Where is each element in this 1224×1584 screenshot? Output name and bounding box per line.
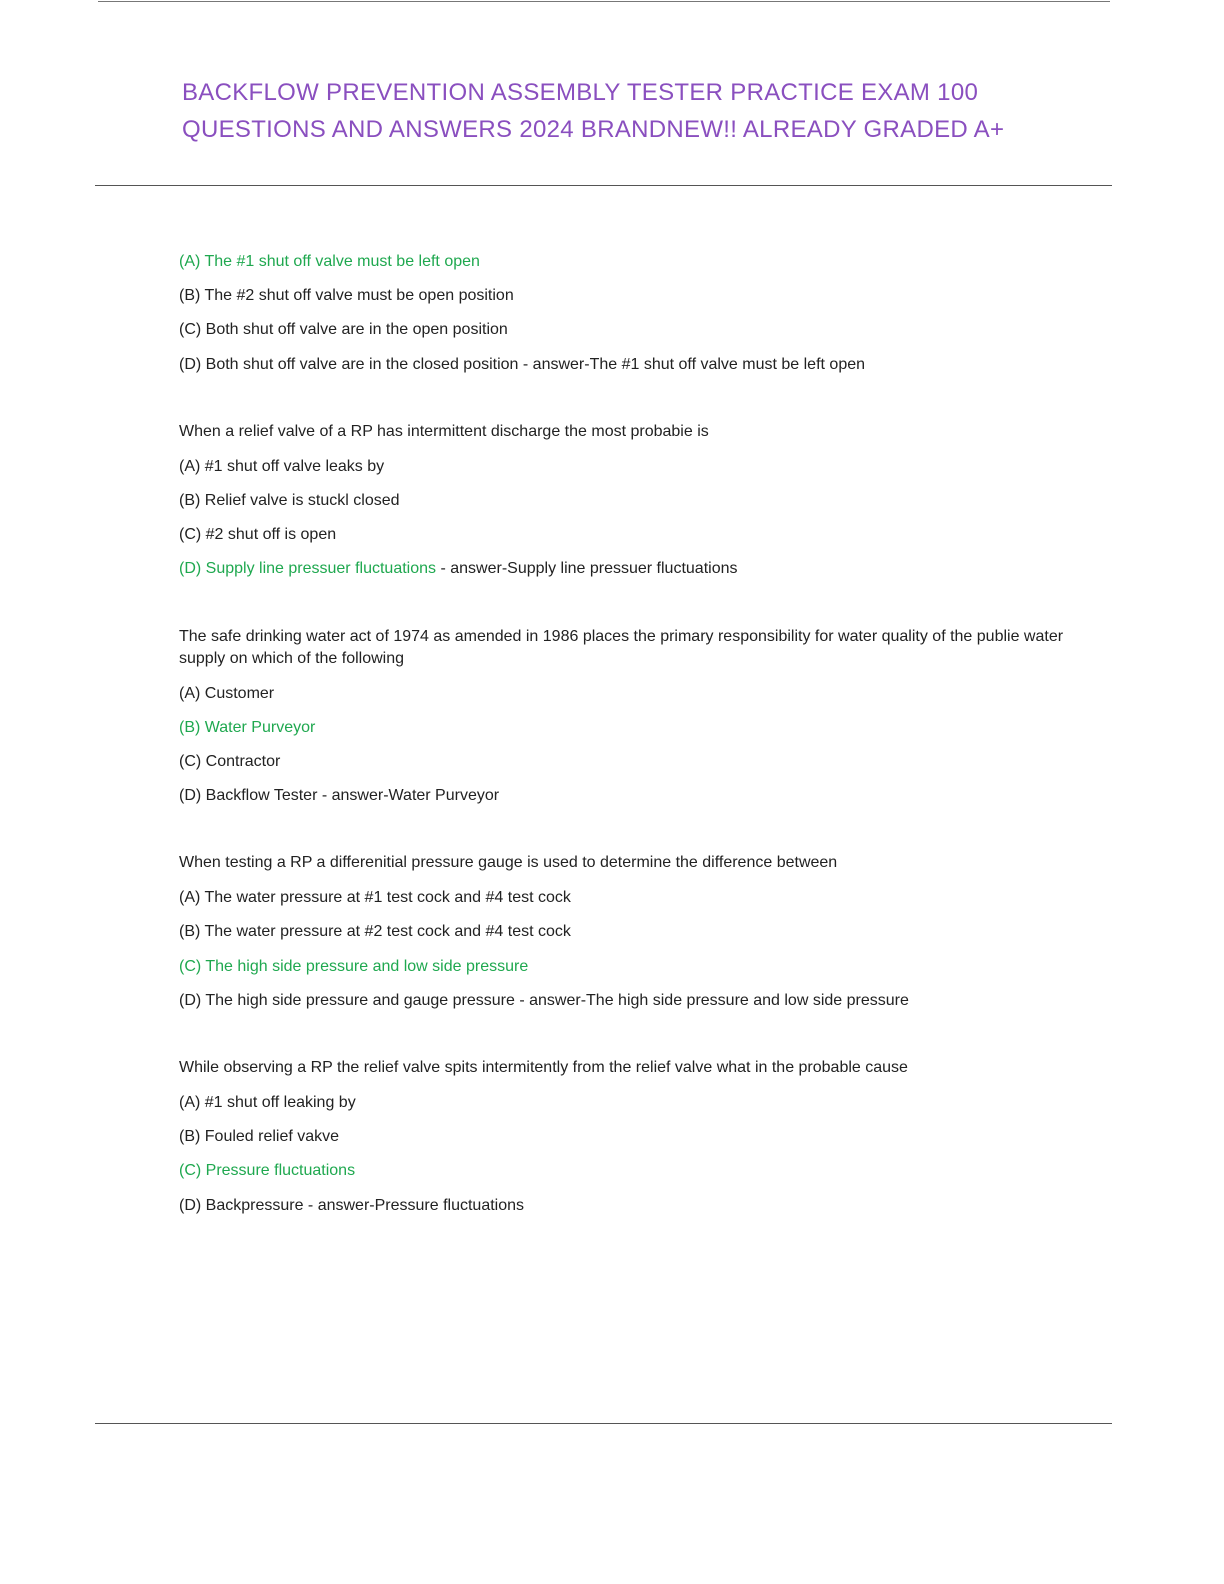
option-text: (A) #1 shut off leaking by <box>179 1094 356 1111</box>
answer-key-text: - answer-Water Purveyor <box>317 787 500 805</box>
answer-option <box>179 250 1069 284</box>
top-divider <box>98 1 1110 2</box>
answer-option <box>179 455 1069 489</box>
answer-option <box>179 353 1069 387</box>
option-text: (C) Both shut off valve are in the open position <box>179 321 508 339</box>
question-text: The safe drinking water act of 1974 as amended in 1986 places the primary responsibility for water quality of the publie water supply on which of the following <box>179 627 1064 667</box>
answer-option <box>179 1194 1069 1228</box>
answer-option <box>179 523 1069 557</box>
correct-option-text: (C) The high side pressure and low side pressure <box>179 957 529 975</box>
option-text: (D) Backpressure <box>179 1196 304 1214</box>
header-divider <box>95 185 1112 186</box>
correct-option-text: (A) The #1 shut off valve must be left open <box>179 253 480 270</box>
answer-option <box>179 920 1069 954</box>
option-text: (C) #2 shut off is open <box>179 526 337 544</box>
question-block <box>179 852 1069 1023</box>
option-text: (D) Both shut off valve are in the closed position <box>179 355 519 373</box>
answer-option <box>179 1091 1069 1125</box>
option-text: (D) Backflow Tester <box>179 787 318 805</box>
answer-key-text: - answer-Pressure fluctuations <box>303 1196 525 1214</box>
answer-option <box>179 955 1069 989</box>
option-text: (B) Relief valve is stuckl closed <box>179 491 400 509</box>
answer-option <box>179 318 1069 352</box>
answer-option <box>179 716 1069 750</box>
answer-option <box>179 1125 1069 1159</box>
question-text: While observing a RP the relief valve spits intermitently from the relief valve what in the probable cause <box>179 1059 908 1076</box>
answer-key-text: - answer-Supply line pressuer fluctuations <box>436 560 738 578</box>
question-block <box>179 626 1069 819</box>
answer-option <box>179 284 1069 318</box>
correct-option-text: (B) Water Purveyor <box>179 718 316 736</box>
answer-option <box>179 784 1069 818</box>
document-title <box>182 74 1082 148</box>
answer-key-text: - answer-The high side pressure and low side pressure <box>514 991 909 1009</box>
option-text: (B) The water pressure at #2 test cock and #4 test cock <box>179 923 571 941</box>
answer-option <box>179 886 1069 920</box>
answer-option <box>179 489 1069 523</box>
option-text: (D) The high side pressure and gauge pressure <box>179 991 515 1009</box>
question-block <box>179 1057 1069 1228</box>
answer-option <box>179 750 1069 784</box>
footer-divider <box>95 1423 1112 1424</box>
option-text: (A) #1 shut off valve leaks by <box>179 457 385 475</box>
document-title-line-2: QUESTIONS AND ANSWERS 2024 BRANDNEW!! ALREADY GRADED A+ <box>182 116 1005 143</box>
question-text: When a relief valve of a RP has intermittent discharge the most probabie is <box>179 422 709 440</box>
answer-option <box>179 557 1069 591</box>
answer-option <box>179 682 1069 716</box>
option-text: (C) Contractor <box>179 752 281 770</box>
option-text: (B) Fouled relief vakve <box>179 1128 340 1146</box>
option-text: (A) The water pressure at #1 test cock and #4 test cock <box>179 889 571 907</box>
question-block <box>179 250 1069 387</box>
answer-option <box>179 989 1069 1023</box>
answer-key-text: - answer-The #1 shut off valve must be left open <box>518 355 866 373</box>
questions-list <box>179 250 1069 1262</box>
question-block <box>179 421 1069 592</box>
correct-option-text: (C) Pressure fluctuations <box>179 1162 356 1180</box>
document-title-line-1: BACKFLOW PREVENTION ASSEMBLY TESTER PRACTICE EXAM 100 <box>182 79 979 106</box>
answer-option <box>179 1159 1069 1193</box>
option-text: (B) The #2 shut off valve must be open position <box>179 287 514 305</box>
question-text: When testing a RP a differenitial pressure gauge is used to determine the difference between <box>179 854 838 872</box>
correct-option-text: (D) Supply line pressuer fluctuations <box>179 560 437 578</box>
option-text: (A) Customer <box>179 684 275 702</box>
